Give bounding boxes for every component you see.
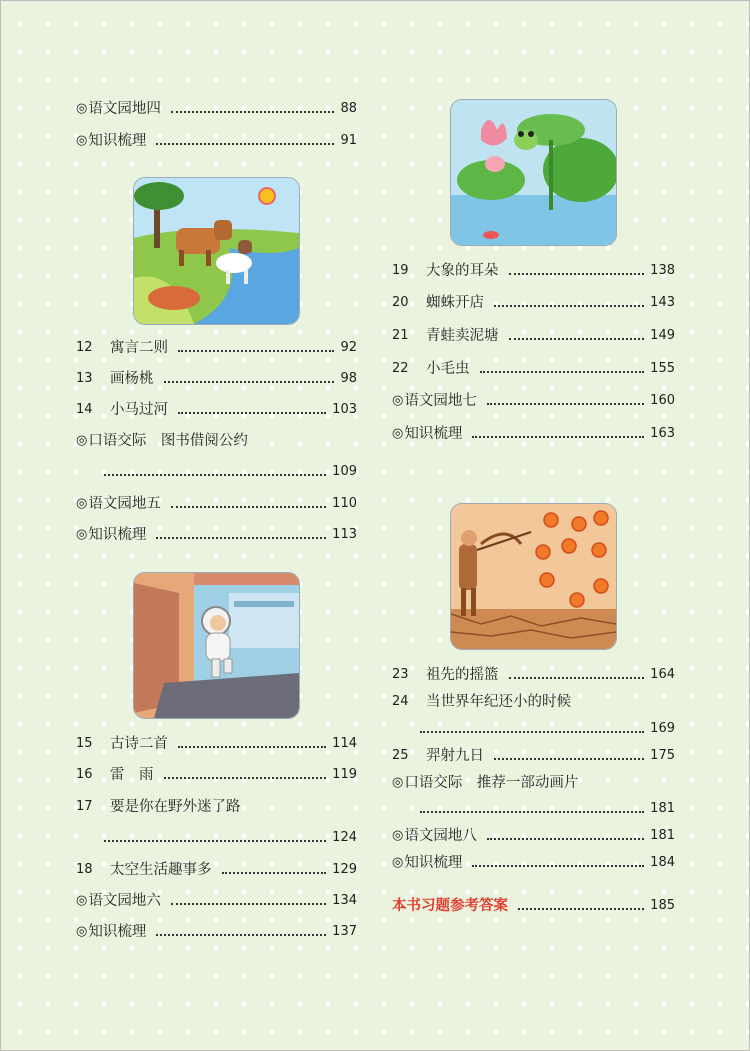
toc-item-24-title[interactable]: 24 当世界年纪还小的时候 (392, 694, 571, 710)
toc-item-knowledge-4[interactable]: ◎ 知识梳理 91 (76, 133, 357, 149)
toc-item-24-page[interactable]: 169 (420, 716, 675, 738)
bullet-icon: ◎ (76, 924, 88, 939)
frog-lotus-pond-illustration (450, 99, 617, 246)
astronaut-space-station-illustration (133, 572, 300, 719)
bullet-icon: ◎ (392, 828, 404, 843)
toc-item-15[interactable]: 15 古诗二首 114 (76, 736, 357, 752)
bullet-icon: ◎ (76, 133, 88, 148)
toc-item-13[interactable]: 13 画杨桃 98 (76, 371, 357, 387)
toc-item-garden-4[interactable]: ◎ 语文园地四 88 (76, 101, 357, 117)
bullet-icon: ◎ (76, 496, 88, 511)
toc-item-garden-7[interactable]: ◎ 语文园地七 160 (392, 393, 675, 409)
bullet-icon: ◎ (392, 855, 404, 870)
toc-item-answers[interactable]: 本书习题参考答案 185 (392, 897, 675, 914)
toc-item-garden-6[interactable]: ◎ 语文园地六 134 (76, 893, 357, 909)
toc-item-23[interactable]: 23 祖先的摇篮 164 (392, 667, 675, 683)
toc-item-knowledge-6[interactable]: ◎ 知识梳理 137 (76, 924, 357, 940)
toc-item-19[interactable]: 19 大象的耳朵 138 (392, 263, 675, 279)
toc-item-knowledge-7[interactable]: ◎ 知识梳理 163 (392, 426, 675, 442)
archer-nine-suns-illustration (450, 503, 617, 650)
toc-item-17-title[interactable]: 17 要是你在野外迷了路 (76, 799, 241, 815)
toc-item-17-page[interactable]: 124 (104, 825, 357, 847)
toc-item-20[interactable]: 20 蜘蛛开店 143 (392, 295, 675, 311)
toc-item-knowledge-8[interactable]: ◎ 知识梳理 184 (392, 855, 675, 871)
bullet-icon: ◎ (392, 393, 404, 408)
bullet-icon: ◎ (76, 433, 88, 448)
toc-item-16[interactable]: 16 雷 雨 119 (76, 767, 357, 783)
toc-item-oral-8-title[interactable]: ◎ 口语交际 推荐一部动画片 (392, 775, 579, 791)
toc-item-oral-8-page[interactable]: 181 (420, 796, 675, 818)
toc-item-oral-5-page[interactable]: 109 (104, 459, 357, 481)
toc-item-18[interactable]: 18 太空生活趣事多 129 (76, 862, 357, 878)
toc-item-21[interactable]: 21 青蛙卖泥塘 149 (392, 328, 675, 344)
toc-item-knowledge-5[interactable]: ◎ 知识梳理 113 (76, 527, 357, 543)
toc-item-garden-8[interactable]: ◎ 语文园地八 181 (392, 828, 675, 844)
bullet-icon: ◎ (76, 101, 88, 116)
toc-item-garden-5[interactable]: ◎ 语文园地五 110 (76, 496, 357, 512)
toc-item-22[interactable]: 22 小毛虫 155 (392, 361, 675, 377)
toc-item-12[interactable]: 12 寓言二则 92 (76, 340, 357, 356)
bullet-icon: ◎ (392, 775, 404, 790)
bullet-icon: ◎ (76, 893, 88, 908)
bullet-icon: ◎ (392, 426, 404, 441)
toc-item-oral-5-title[interactable]: ◎ 口语交际 图书借阅公约 (76, 433, 248, 449)
toc-item-25[interactable]: 25 羿射九日 175 (392, 748, 675, 764)
ox-and-pony-river-illustration (133, 177, 300, 325)
toc-item-14[interactable]: 14 小马过河 103 (76, 402, 357, 418)
bullet-icon: ◎ (76, 527, 88, 542)
